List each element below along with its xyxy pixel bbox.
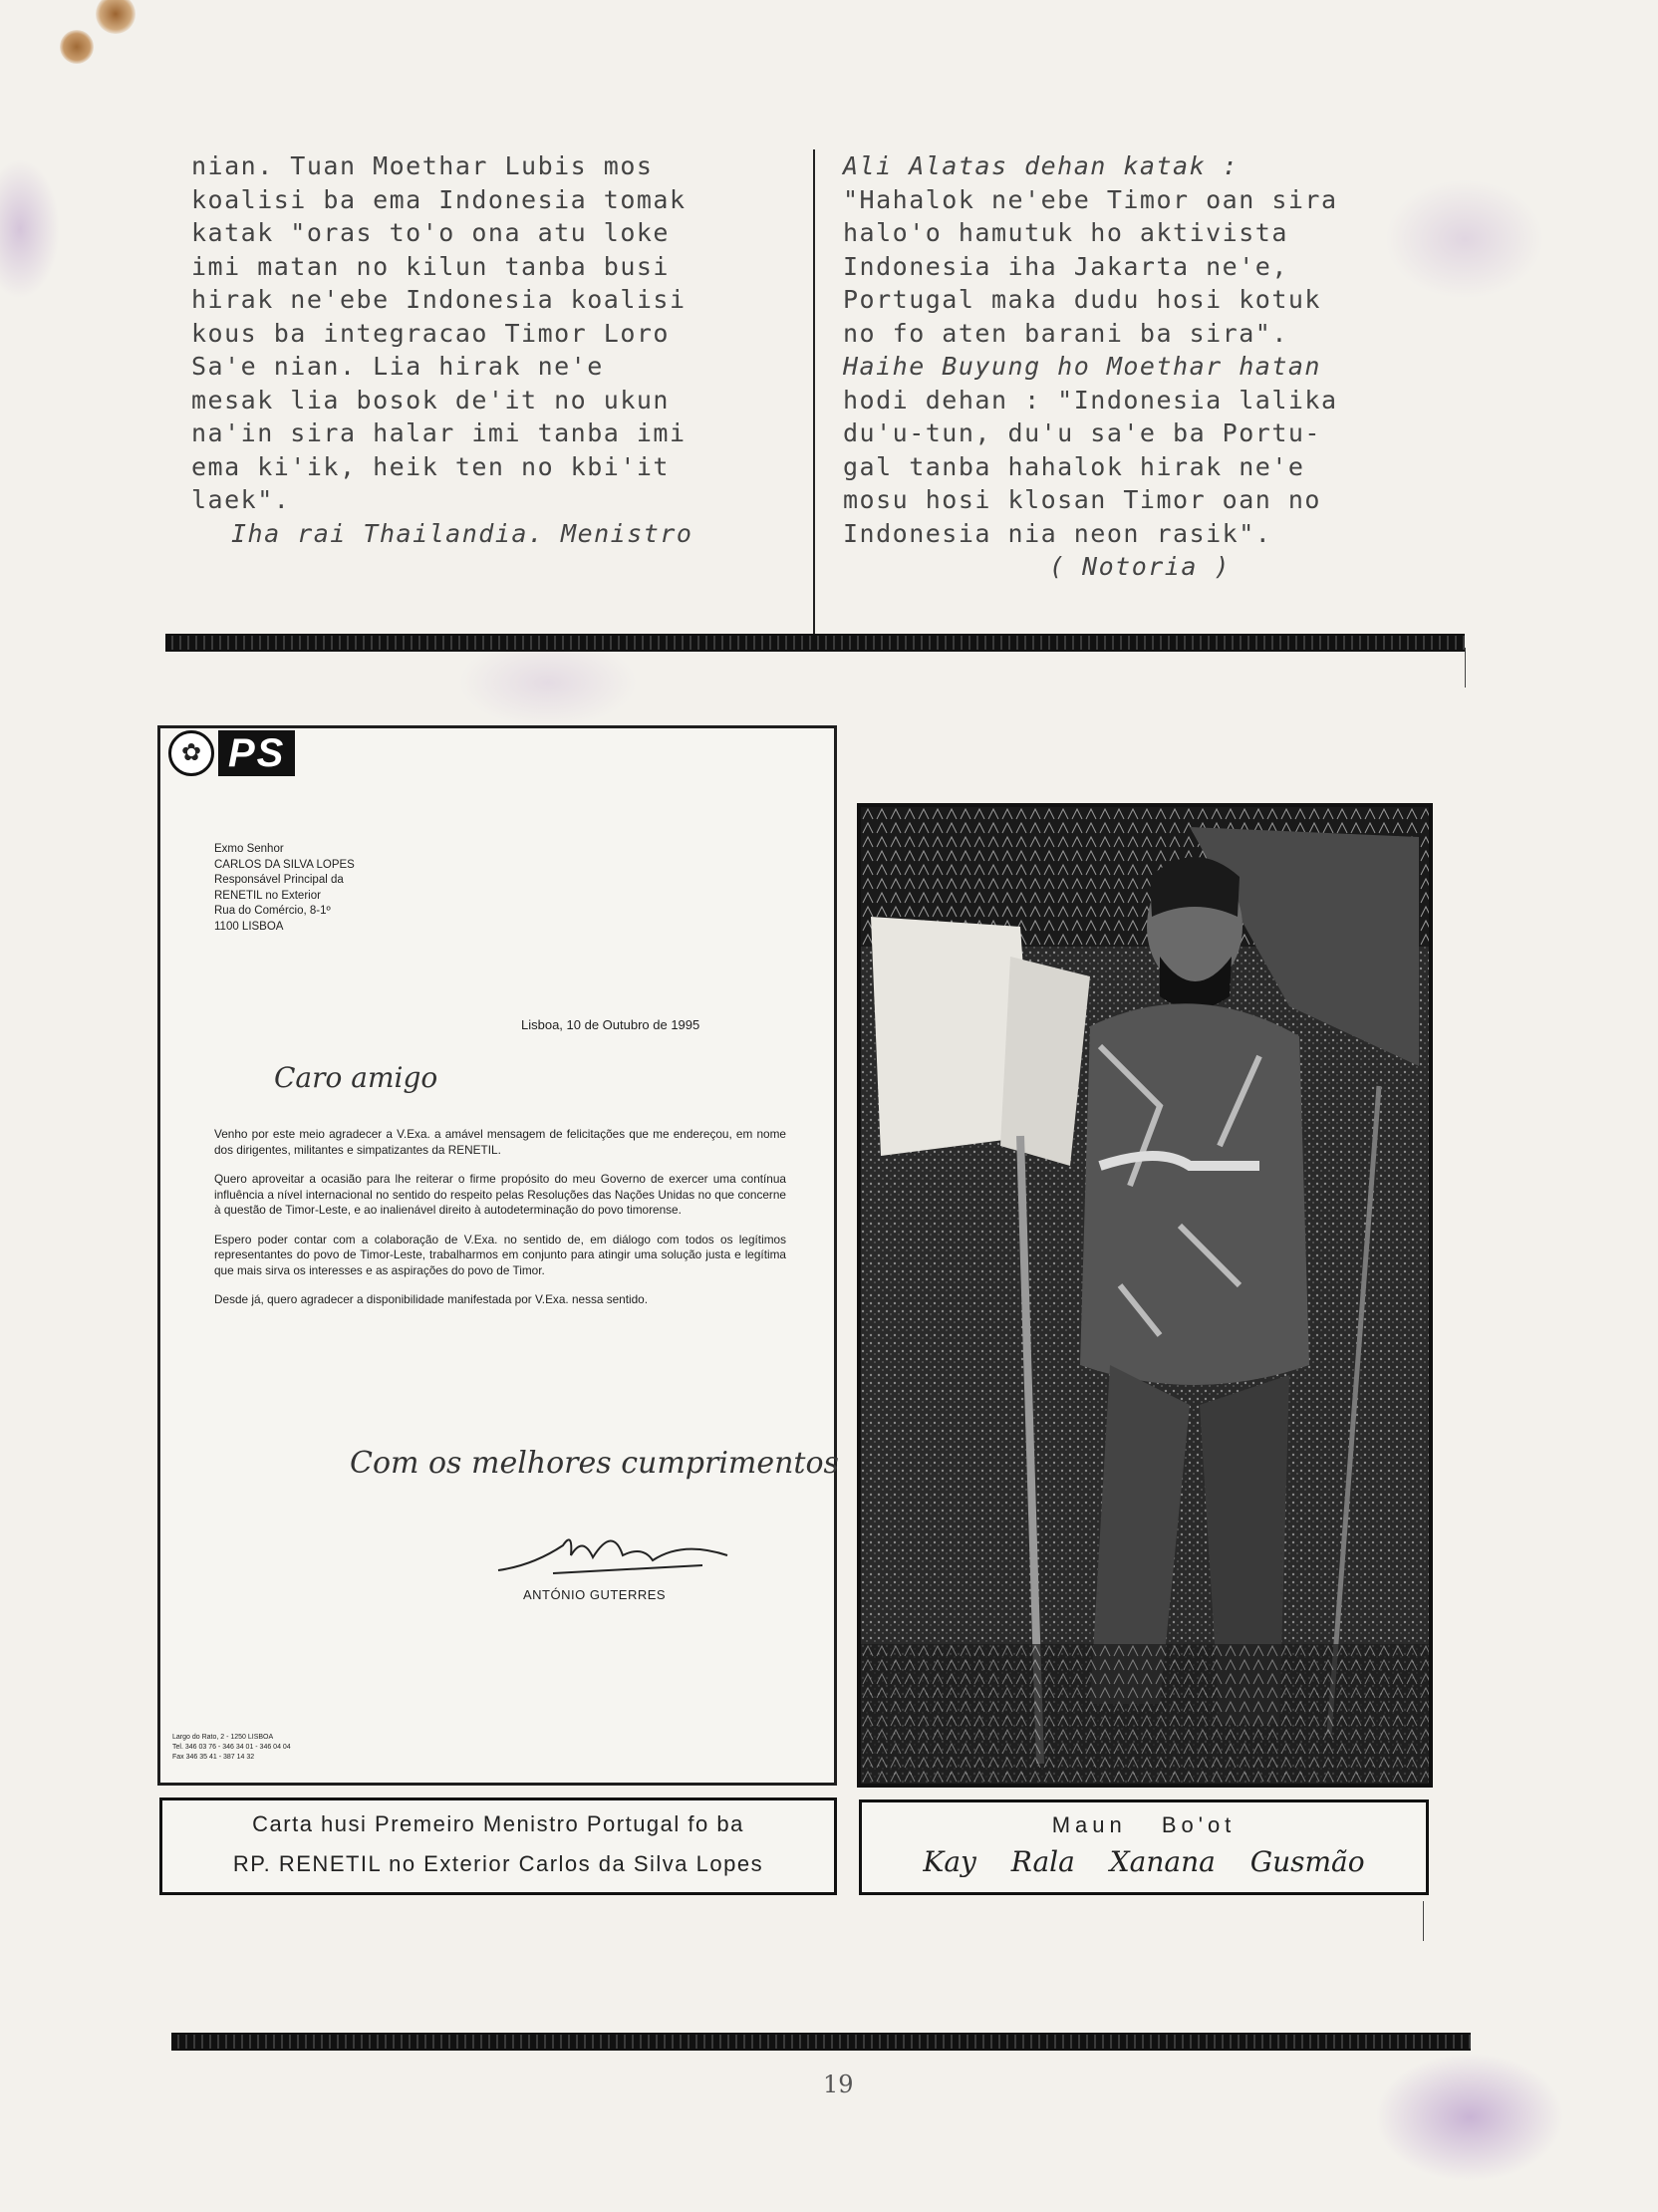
address-line: CARLOS DA SILVA LOPES: [214, 858, 355, 871]
text-line: Indonesia iha Jakarta ne'e,: [843, 251, 1288, 281]
page-number: 19: [823, 2071, 854, 2098]
letter-paragraph: Espero poder contar com a colaboração de V.Exa. no sentido de, em diálogo com todos os legítimos representantes do povo de Timor-Leste, trabalharmos em conjunto para atingir uma solução justa e legítima que mais sirva os interesses e as aspirações do povo de Timor.: [214, 1232, 786, 1277]
letter-date: Lisboa, 10 de Outubro de 1995: [521, 1017, 700, 1032]
border-line: [1465, 648, 1466, 688]
text-line: katak "oras to'o ona atu loke: [191, 218, 670, 247]
letter-caption: [159, 1797, 837, 1895]
border-line: [1423, 1901, 1424, 1941]
address-line: 1100 LISBOA: [214, 920, 284, 933]
text-line: du'u-tun, du'u sa'e ba Portu-: [843, 418, 1321, 447]
text-line: na'in sira halar imi tanba imi: [191, 418, 687, 447]
signer-name: ANTÓNIO GUTERRES: [523, 1587, 667, 1602]
footer-line: Fax 346 35 41 - 387 14 32: [172, 1754, 255, 1761]
signature-graphic: [493, 1516, 732, 1585]
text-line: no fo aten barani ba sira".: [843, 318, 1288, 348]
ink-stain: [1375, 2053, 1564, 2182]
horizontal-rule: [165, 634, 1465, 652]
column-divider: [813, 149, 815, 634]
coffee-stain: [60, 30, 94, 64]
text-line: imi matan no kilun tanba busi: [191, 251, 670, 281]
left-text-column: [191, 149, 789, 550]
recipient-address: [214, 842, 355, 935]
salutation: Caro amigo: [274, 1061, 438, 1094]
caption-line: Maun Bo'ot: [1051, 1812, 1237, 1837]
letter-body: [214, 1127, 786, 1322]
right-text-column: [843, 149, 1437, 584]
ps-logo: [168, 730, 295, 776]
letter-paragraph: Desde já, quero agradecer a disponibilidade manifestada por V.Exa. nessa sentido.: [214, 1292, 649, 1306]
address-line: RENETIL no Exterior: [214, 889, 321, 902]
coffee-stain: [96, 0, 136, 34]
address-line: Rua do Comércio, 8-1º: [214, 905, 331, 917]
address-line: Responsável Principal da: [214, 874, 344, 886]
text-line: nian. Tuan Moethar Lubis mos: [191, 151, 654, 180]
text-line: Sa'e nian. Lia hirak ne'e: [191, 352, 604, 381]
xanana-photo: [857, 803, 1433, 1788]
text-line: Haihe Buyung ho Moethar hatan: [843, 352, 1321, 381]
text-line: Portugal maka dudu hosi kotuk: [843, 285, 1321, 314]
rose-icon: ✿: [168, 730, 214, 776]
text-line: laek".: [191, 485, 291, 514]
ps-logo-text: PS: [218, 730, 295, 776]
caption-line: RP. RENETIL no Exterior Carlos da Silva Lopes: [232, 1851, 764, 1876]
text-line: hodi dehan : "Indonesia lalika: [843, 385, 1338, 415]
letter-scan: [157, 725, 837, 1786]
text-line: ema ki'ik, heik ten no kbi'it: [191, 451, 670, 481]
text-line: mosu hosi klosan Timor oan no: [843, 485, 1321, 514]
caption-line: Carta husi Premeiro Menistro Portugal fo ba: [252, 1811, 744, 1836]
text-line: "Hahalok ne'ebe Timor oan sira: [843, 184, 1338, 214]
source-credit: ( Notoria ): [1048, 552, 1232, 581]
letter-paragraph: Venho por este meio agradecer a V.Exa. a amável mensagem de felicitações que me endereçou, em nome dos dirigentes, militantes e simpatizantes da RENETIL.: [214, 1127, 786, 1157]
closing-handwritten: Com os melhores cumprimentos: [350, 1446, 839, 1481]
photo-illustration: [861, 807, 1429, 1784]
text-line: mesak lia bosok de'it no ukun: [191, 385, 670, 415]
ink-stain: [0, 159, 60, 299]
photo-caption: [859, 1799, 1429, 1895]
text-line: koalisi ba ema Indonesia tomak: [191, 184, 687, 214]
text-line: Ali Alatas dehan katak :: [843, 151, 1240, 180]
letterhead-footer: [172, 1733, 291, 1763]
text-line: Iha rai Thailandia. Menistro: [231, 518, 693, 548]
text-line: gal tanba hahalok hirak ne'e: [843, 451, 1305, 481]
address-line: Exmo Senhor: [214, 843, 284, 855]
footer-line: Largo do Rato, 2 - 1250 LISBOA: [172, 1734, 274, 1741]
text-line: Indonesia nia neon rasik".: [843, 518, 1272, 548]
text-line: halo'o hamutuk ho aktivista: [843, 218, 1288, 247]
caption-line: Kay Rala Xanana Gusmão: [923, 1845, 1365, 1878]
horizontal-rule: [171, 2033, 1471, 2051]
text-line: kous ba integracao Timor Loro: [191, 318, 670, 348]
letter-paragraph: Quero aproveitar a ocasião para lhe reiterar o firme propósito do meu Governo de exercer uma contínua influência a nível internacional no sentido do respeito pelas Resoluções das Nações Unidas no que concerne à questão de Timor-Leste, e ao inalienável direito à autodeterminação do povo timorense.: [214, 1172, 786, 1217]
footer-line: Tel. 346 03 76 - 346 34 01 - 346 04 04: [172, 1744, 291, 1751]
text-line: hirak ne'ebe Indonesia koalisi: [191, 285, 687, 314]
